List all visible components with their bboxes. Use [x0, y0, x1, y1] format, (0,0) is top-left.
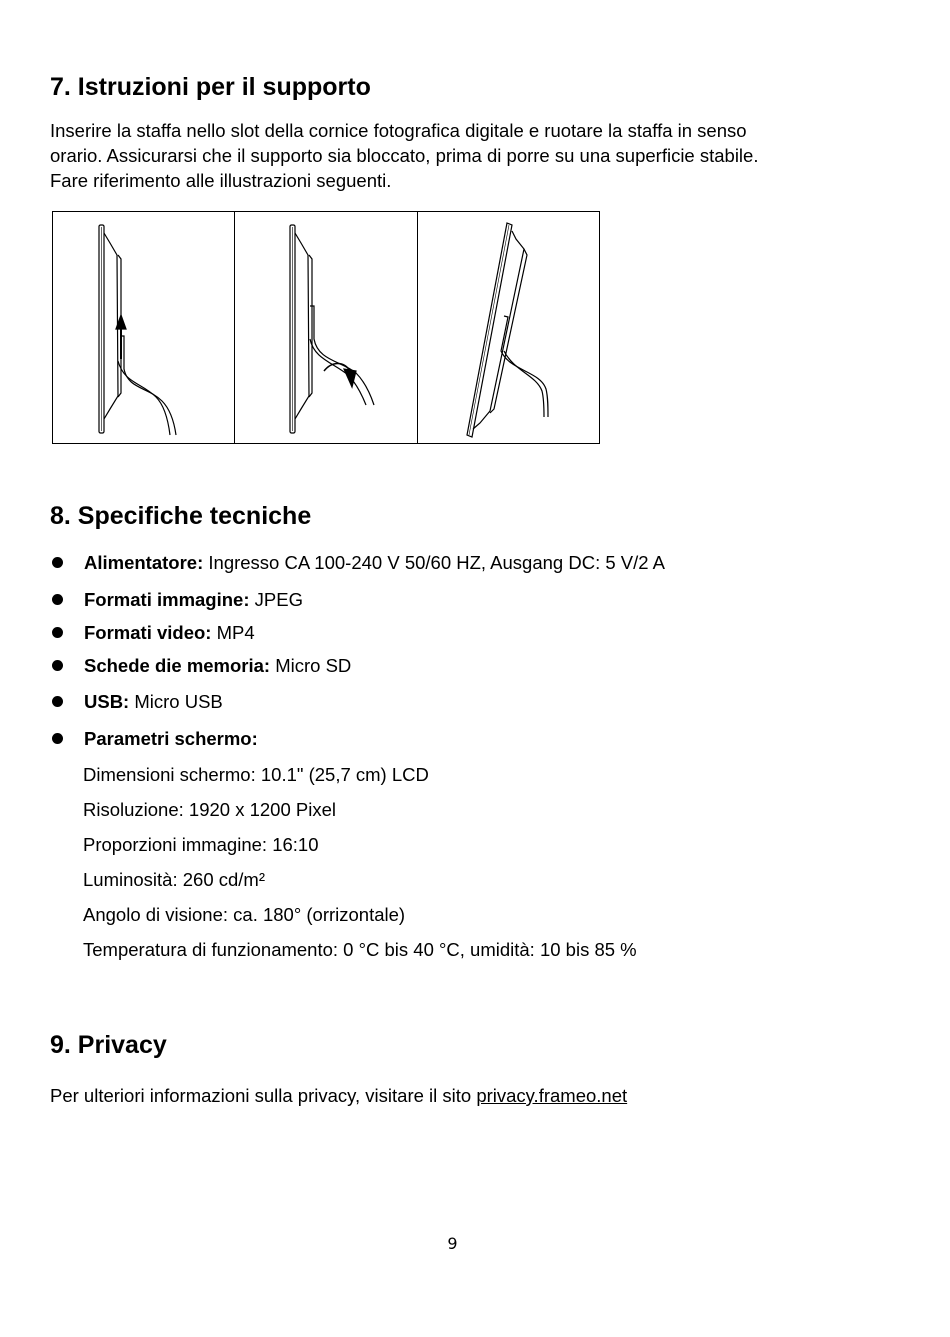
- screen-param-viewing-angle: Angolo di visione: ca. 180° (orrizontale): [83, 904, 406, 925]
- section-8-heading: 8. Specifiche tecniche: [50, 502, 312, 530]
- spec-value: Micro SD: [270, 655, 352, 676]
- spec-item-video-formats: [52, 622, 255, 644]
- section-9-heading: 9. Privacy: [50, 1031, 167, 1059]
- privacy-text: Per ulteriori informazioni sulla privacy, visitare il sito: [50, 1085, 477, 1106]
- screen-param-brightness: Luminosità: 260 cd/m²: [83, 869, 266, 890]
- spec-value: JPEG: [249, 589, 303, 610]
- screen-param-temperature: Temperatura di funzionamento: 0 °C bis 40 °C, umidità: 10 bis 85 %: [83, 939, 637, 960]
- bullet-icon: [52, 557, 63, 568]
- section-7-line-3: Fare riferimento alle illustrazioni seguenti.: [50, 170, 392, 191]
- bullet-icon: [52, 627, 63, 638]
- screen-param-aspect-ratio: Proporzioni immagine: 16:10: [83, 834, 319, 855]
- privacy-paragraph: [50, 1083, 870, 1108]
- spec-value: Ingresso CA 100-240 V 50/60 HZ, Ausgang DC: 5 V/2 A: [203, 552, 666, 573]
- spec-label: USB:: [84, 691, 130, 712]
- screen-param-resolution: Risoluzione: 1920 x 1200 Pixel: [83, 799, 336, 820]
- spec-label: Schede die memoria:: [84, 655, 271, 676]
- section-7-line-2: orario. Assicurarsi che il supporto sia bloccato, prima di porre su una superficie stabile.: [50, 145, 759, 166]
- spec-label: Formati immagine:: [84, 589, 250, 610]
- screen-param-size: Dimensioni schermo: 10.1" (25,7 cm) LCD: [83, 764, 429, 785]
- page-number: 9: [447, 1234, 458, 1253]
- spec-label: Alimentatore:: [84, 552, 204, 573]
- bullet-icon: [52, 733, 63, 744]
- section-7-line-1: Inserire la staffa nello slot della cornice fotografica digitale e ruotare la staffa in senso: [50, 120, 747, 141]
- bullet-icon: [52, 594, 63, 605]
- spec-item-memory-cards: [52, 655, 351, 677]
- bullet-icon: [52, 696, 63, 707]
- spec-label: Formati video:: [84, 622, 212, 643]
- spec-item-power: [52, 552, 665, 574]
- bullet-icon: [52, 660, 63, 671]
- spec-item-usb: [52, 691, 223, 713]
- spec-value: MP4: [211, 622, 255, 643]
- section-7-heading: 7. Istruzioni per il supporto: [50, 73, 371, 101]
- spec-value: Micro USB: [129, 691, 223, 712]
- spec-item-screen-params: [52, 728, 258, 750]
- privacy-link[interactable]: privacy.frameo.net: [476, 1085, 628, 1106]
- spec-item-image-formats: [52, 589, 303, 611]
- spec-label: Parametri schermo:: [84, 728, 258, 749]
